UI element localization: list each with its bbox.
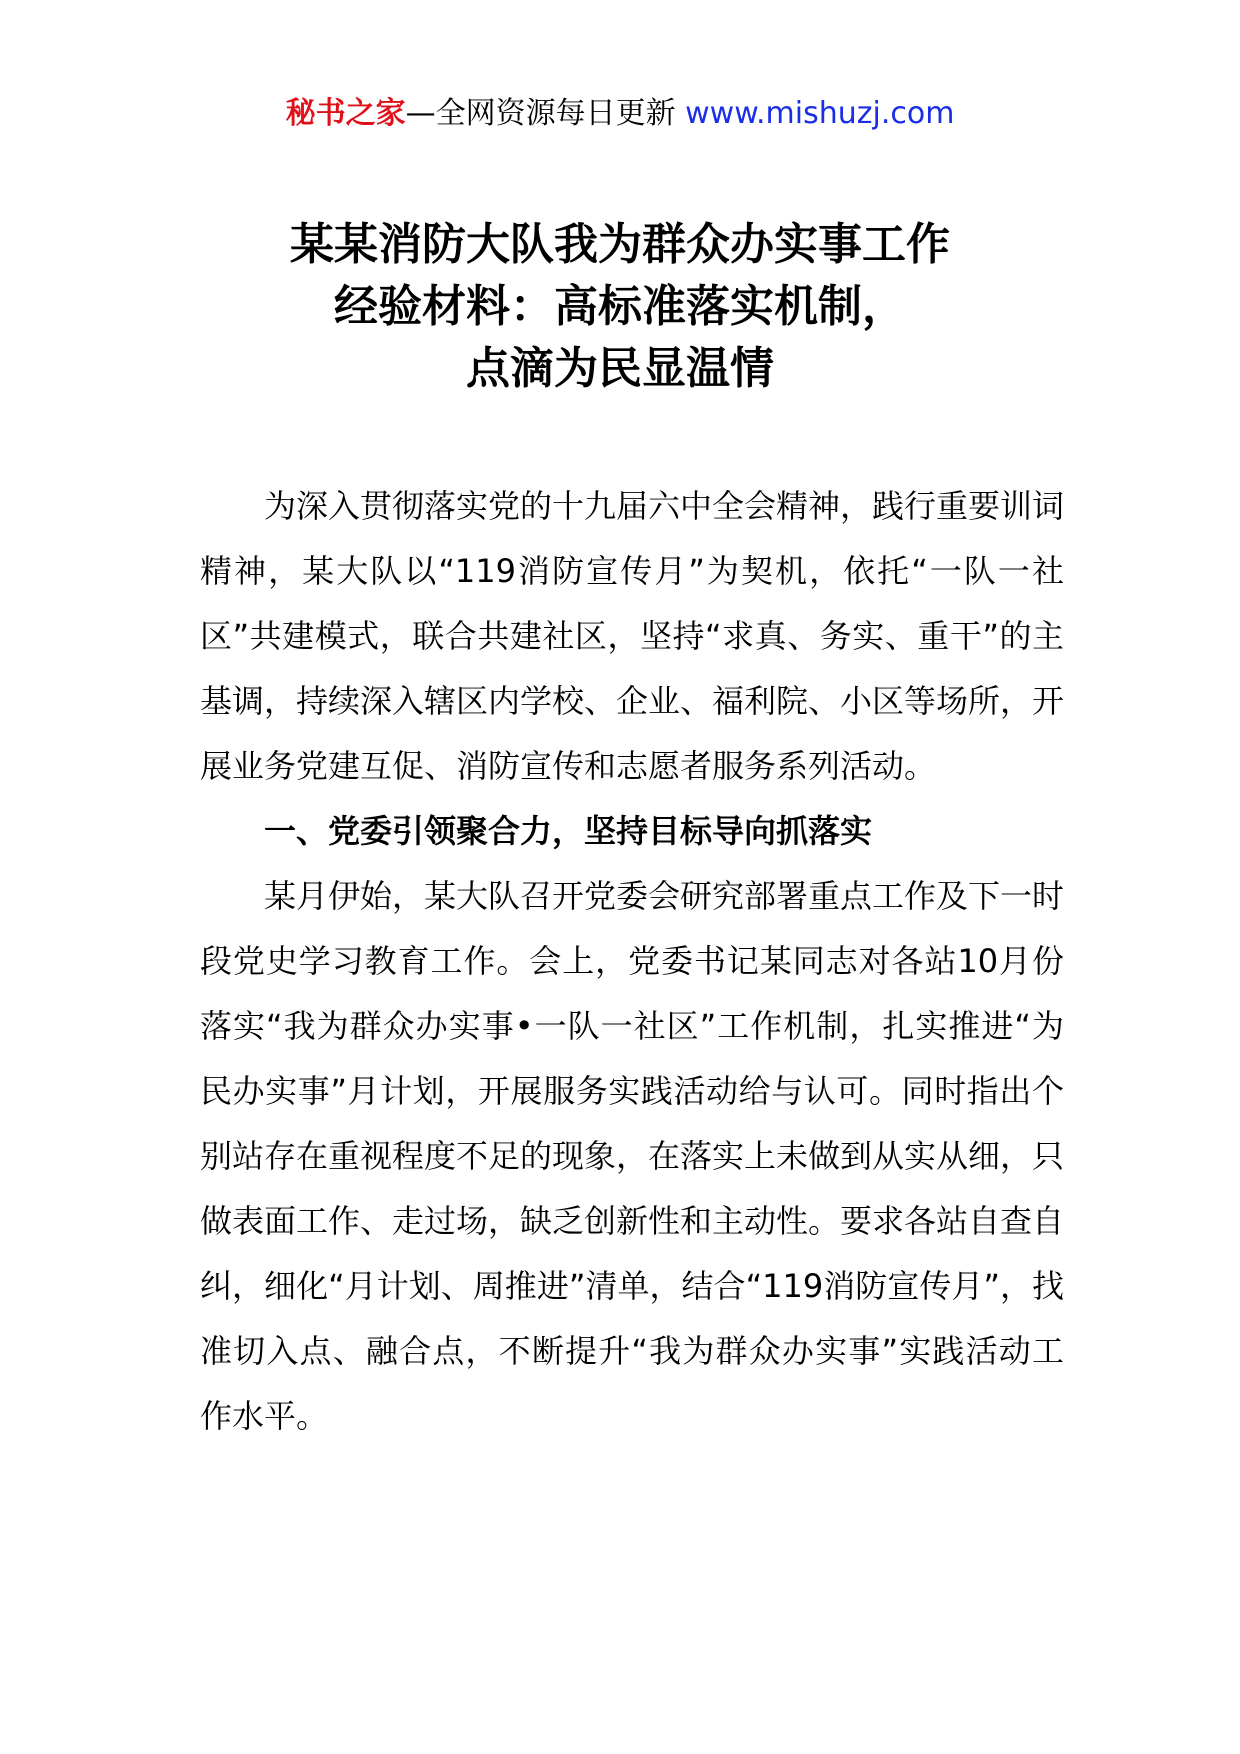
- section-1-heading: 一、党委引领聚合力，坚持目标导向抓落实: [264, 812, 873, 850]
- site-tagline: —全网资源每日更新: [405, 96, 676, 131]
- site-brand: 秘书之家: [285, 96, 406, 131]
- title-line-2: 经验材料：高标准落实机制，: [334, 281, 906, 332]
- intro-paragraph: 为深入贯彻落实党的十九届六中全会精神，践行重要训词精神，某大队以“119消防宣传月”为契机，依托“一队一社区”共建模式，联合共建社区，坚持“求真、务实、重干”的主基调，持续深入辖区内学校、企业、福利院、小区等场所，开展业务党建互促、消防宣传和志愿者服务系列活动。: [200, 487, 1065, 785]
- document-title: [0, 214, 1240, 400]
- title-line-3: 点滴为民显温情: [466, 343, 774, 394]
- site-url-link[interactable]: www.mishuzj.com: [685, 96, 955, 131]
- title-line-1: 某某消防大队我为群众办实事工作: [290, 219, 950, 270]
- document-body: [200, 474, 1064, 1449]
- site-header: [0, 94, 1240, 134]
- section-1-paragraph: 某月伊始，某大队召开党委会研究部署重点工作及下一时段党史学习教育工作。会上，党委书记某同志对各站10月份落实“我为群众办实事•一队一社区”工作机制，扎实推进“为民办实事”月计划，开展服务实践活动给与认可。同时指出个别站存在重视程度不足的现象，在落实上未做到从实从细，只做表面工作、走过场，缺乏创新性和主动性。要求各站自查自纠，细化“月计划、周推进”清单，结合“119消防宣传月”，找准切入点、融合点，不断提升“我为群众办实事”实践活动工作水平。: [200, 877, 1065, 1435]
